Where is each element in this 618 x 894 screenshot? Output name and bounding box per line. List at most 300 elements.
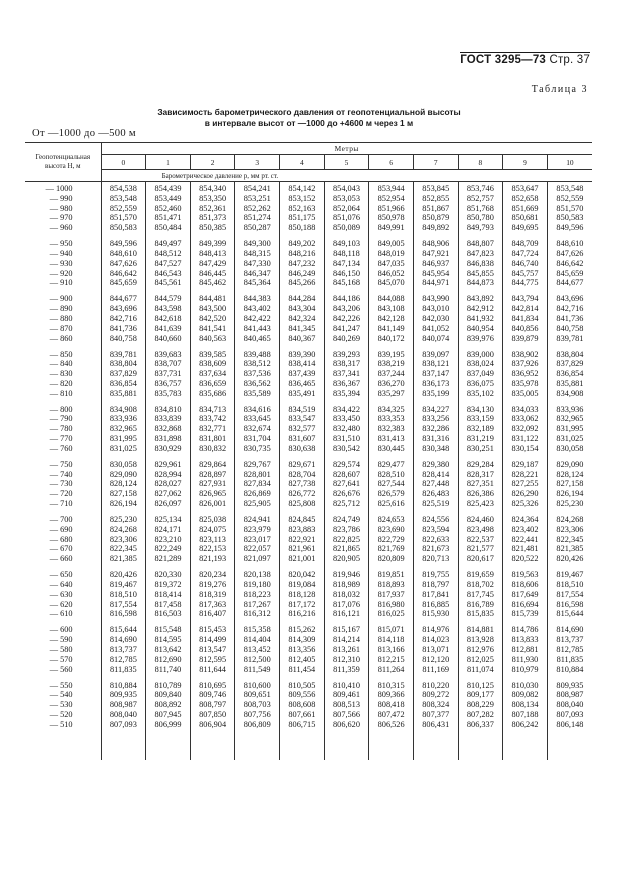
pressure-cell: 851,570 (547, 204, 592, 214)
pressure-cell: 831,025 (547, 434, 592, 444)
pressure-cell: 852,954 (369, 194, 414, 204)
pressure-cell: 849,497 (146, 239, 191, 249)
pressure-cell: 826,097 (146, 499, 191, 509)
pressure-cell: 835,199 (413, 389, 458, 399)
pressure-cell: 826,869 (235, 489, 280, 499)
pressure-cell: 850,583 (101, 223, 146, 233)
column-header-row (25, 155, 592, 170)
pressure-cell: 819,946 (324, 570, 369, 580)
pressure-cell: 819,851 (369, 570, 414, 580)
pressure-cell: 846,838 (458, 259, 503, 269)
altitude-cell: — 640 (49, 580, 73, 589)
pressure-cell: 830,154 (503, 444, 548, 454)
altitude-cell: — 990 (49, 193, 73, 203)
pressure-cell: 817,937 (369, 590, 414, 600)
pressure-cell: 827,062 (146, 489, 191, 499)
table-row (25, 194, 592, 204)
pressure-cell: 810,884 (547, 665, 592, 675)
altitude-cell: — 710 (49, 499, 73, 509)
pressure-cell: 820,809 (369, 554, 414, 564)
pressure-cell: 809,366 (369, 690, 414, 700)
pressure-cell: 843,010 (413, 304, 458, 314)
pressure-cell: 847,921 (413, 249, 458, 259)
table-row (25, 389, 592, 399)
pressure-cell: 848,610 (101, 249, 146, 259)
pressure-cell: 831,413 (369, 434, 414, 444)
standard-number: ГОСТ 3295—73 (460, 54, 547, 66)
pressure-cell: 837,829 (101, 369, 146, 379)
altitude-cell: — 510 (49, 719, 73, 729)
pressure-cell: 835,978 (503, 379, 548, 389)
pressure-cell: 850,385 (190, 223, 235, 233)
pressure-cell: 817,554 (547, 590, 592, 600)
pressure-cell: 847,823 (458, 249, 503, 259)
pressure-cell: 842,520 (190, 314, 235, 324)
pressure-cell: 836,465 (280, 379, 325, 389)
pressure-cell: 847,429 (190, 259, 235, 269)
pressure-cell: 813,833 (503, 635, 548, 645)
altitude-cell: — 810 (49, 388, 73, 398)
altitude-cell: — 590 (49, 635, 73, 645)
pressure-cell: 808,797 (190, 700, 235, 710)
pressure-cell: 806,148 (547, 720, 592, 730)
pressure-cell: 821,961 (280, 544, 325, 554)
pressure-cell: 820,234 (190, 570, 235, 580)
altitude-cell: — 720 (49, 489, 73, 499)
pressure-cell: 828,027 (146, 479, 191, 489)
pressure-cell: 822,921 (280, 535, 325, 545)
pressure-cell: 827,544 (369, 479, 414, 489)
pressure-cell: 826,579 (369, 489, 414, 499)
pressure-cell: 842,716 (101, 314, 146, 324)
table-row (25, 590, 592, 600)
table-row (25, 544, 592, 554)
pressure-cell: 852,855 (413, 194, 458, 204)
pressure-cell: 824,845 (280, 515, 325, 525)
pressure-cell: 815,071 (369, 625, 414, 635)
pressure-cell: 830,832 (190, 444, 235, 454)
pressure-cell: 849,991 (369, 223, 414, 233)
pressure-cell: 843,598 (146, 304, 191, 314)
column-header-1: 1 (146, 155, 191, 170)
pressure-cell: 806,431 (413, 720, 458, 730)
table-title-line-2: в интервале высот от —1000 до +4600 м через 1 м (204, 118, 414, 128)
pressure-cell: 813,261 (324, 645, 369, 655)
table-row (25, 239, 592, 249)
pressure-cell: 838,024 (458, 359, 503, 369)
pressure-cell: 827,158 (101, 489, 146, 499)
pressure-cell: 840,563 (190, 334, 235, 344)
pressure-cell: 828,897 (190, 470, 235, 480)
pressure-cell: 822,825 (324, 535, 369, 545)
pressure-cell: 820,042 (280, 570, 325, 580)
pressure-cell: 849,596 (101, 239, 146, 249)
pressure-cell: 846,642 (547, 259, 592, 269)
pressure-cell: 854,241 (235, 184, 280, 194)
pressure-cell: 819,563 (503, 570, 548, 580)
pressure-cell: 806,715 (280, 720, 325, 730)
pressure-cell: 810,600 (235, 681, 280, 691)
pressure-cell: 847,626 (101, 259, 146, 269)
pressure-cell: 823,306 (101, 535, 146, 545)
pressure-cell: 806,809 (235, 720, 280, 730)
pressure-cell: 825,905 (235, 499, 280, 509)
pressure-cell: 851,768 (458, 204, 503, 214)
pressure-cell: 849,103 (324, 239, 369, 249)
pressure-cell: 847,724 (503, 249, 548, 259)
pressure-cell: 851,076 (324, 213, 369, 223)
pressure-cell: 854,142 (280, 184, 325, 194)
pressure-cell: 827,738 (280, 479, 325, 489)
pressure-cell: 835,686 (190, 389, 235, 399)
pressure-cell: 847,527 (146, 259, 191, 269)
pressure-cell: 823,979 (235, 525, 280, 535)
pressure-cell: 829,671 (280, 460, 325, 470)
pressure-cell: 827,834 (235, 479, 280, 489)
pressure-cell: 832,092 (503, 424, 548, 434)
pressure-cell: 844,186 (324, 294, 369, 304)
pressure-cell: 836,854 (547, 369, 592, 379)
table-row (25, 570, 592, 580)
altitude-cell: — 840 (49, 359, 73, 369)
table-row (25, 710, 592, 720)
pressure-cell: 838,219 (369, 359, 414, 369)
pressure-cell: 817,458 (146, 600, 191, 610)
altitude-cell: — 890 (49, 304, 73, 314)
table-row (25, 304, 592, 314)
table-row (25, 690, 592, 700)
altitude-cell: — 860 (49, 333, 73, 343)
pressure-cell: 810,505 (280, 681, 325, 691)
pressure-cell: 810,884 (101, 681, 146, 691)
pressure-cell: 811,359 (324, 665, 369, 675)
pressure-cell: 816,885 (413, 600, 458, 610)
pressure-cell: 816,598 (101, 609, 146, 619)
pressure-cell: 833,936 (547, 405, 592, 415)
table-row (25, 609, 592, 619)
pressure-cell: 827,158 (547, 479, 592, 489)
pressure-cell: 851,175 (280, 213, 325, 223)
pressure-cell: 824,171 (146, 525, 191, 535)
pressure-cell: 847,626 (547, 249, 592, 259)
pressure-cell: 818,606 (503, 580, 548, 590)
table-row (25, 424, 592, 434)
pressure-cell: 852,163 (280, 204, 325, 214)
pressure-cell: 853,746 (458, 184, 503, 194)
pressure-cell: 834,519 (280, 405, 325, 415)
pressure-cell: 829,090 (547, 460, 592, 470)
pressure-cell: 848,512 (146, 249, 191, 259)
pressure-cell: 820,138 (235, 570, 280, 580)
pressure-cell: 823,883 (280, 525, 325, 535)
pressure-cell: 854,439 (146, 184, 191, 194)
table-row (25, 460, 592, 470)
table-row (25, 525, 592, 535)
pressure-cell: 834,227 (413, 405, 458, 415)
pressure-cell: 843,794 (503, 294, 548, 304)
pressure-cell: 826,676 (324, 489, 369, 499)
table-row (25, 278, 592, 288)
pressure-cell: 807,282 (458, 710, 503, 720)
pressure-cell: 808,040 (547, 700, 592, 710)
pressure-cell: 812,785 (547, 645, 592, 655)
table-row (25, 600, 592, 610)
pressure-cell: 822,153 (190, 544, 235, 554)
pressure-cell: 814,499 (190, 635, 235, 645)
pressure-cell: 848,118 (324, 249, 369, 259)
pressure-cell: 840,954 (458, 324, 503, 334)
pressure-cell: 831,219 (458, 434, 503, 444)
pressure-cell: 839,585 (190, 350, 235, 360)
pressure-cell: 815,644 (547, 609, 592, 619)
pressure-cell: 850,484 (146, 223, 191, 233)
pressure-cell: 854,340 (190, 184, 235, 194)
column-header-3: 3 (235, 155, 280, 170)
pressure-cell: 821,769 (369, 544, 414, 554)
pressure-cell: 825,519 (413, 499, 458, 509)
pressure-cell: 853,548 (547, 184, 592, 194)
altitude-cell: — 610 (49, 609, 73, 619)
pressure-cell: 814,309 (280, 635, 325, 645)
pressure-cell: 818,128 (280, 590, 325, 600)
pressure-cell: 825,423 (458, 499, 503, 509)
pressure-cell: 828,221 (503, 470, 548, 480)
table-row (25, 223, 592, 233)
pressure-cell: 835,394 (324, 389, 369, 399)
table-row (25, 350, 592, 360)
pressure-cell: 840,172 (369, 334, 414, 344)
pressure-cell: 835,491 (280, 389, 325, 399)
pressure-cell: 819,467 (547, 570, 592, 580)
pressure-cell: 851,373 (190, 213, 235, 223)
pressure-cell: 829,961 (146, 460, 191, 470)
pressure-cell: 821,577 (458, 544, 503, 554)
pressure-cell: 847,035 (369, 259, 414, 269)
pressure-cell: 841,443 (235, 324, 280, 334)
pressure-cell: 823,017 (235, 535, 280, 545)
pressure-cell: 835,783 (146, 389, 191, 399)
pressure-cell: 832,286 (413, 424, 458, 434)
pressure-cell: 837,634 (190, 369, 235, 379)
pressure-cell: 832,674 (235, 424, 280, 434)
pressure-cell: 818,989 (324, 580, 369, 590)
pressure-cell: 834,130 (458, 405, 503, 415)
pressure-cell: 845,364 (235, 278, 280, 288)
pressure-cell: 808,040 (101, 710, 146, 720)
pressure-cell: 852,559 (101, 204, 146, 214)
pressure-cell: 813,166 (369, 645, 414, 655)
pressure-cell: 845,168 (324, 278, 369, 288)
pressure-cell: 843,402 (235, 304, 280, 314)
column-header-6: 6 (369, 155, 414, 170)
pressure-cell: 829,187 (503, 460, 548, 470)
pressure-cell: 836,659 (190, 379, 235, 389)
pressure-cell: 809,651 (235, 690, 280, 700)
pressure-cell: 852,460 (146, 204, 191, 214)
pressure-cell: 824,556 (413, 515, 458, 525)
altitude-cell: — 910 (49, 278, 73, 288)
pressure-cell: 835,297 (369, 389, 414, 399)
pressure-cell: 853,944 (369, 184, 414, 194)
pressure-cell: 820,426 (547, 554, 592, 564)
pressure-cell: 851,471 (146, 213, 191, 223)
pressure-cell: 844,971 (413, 278, 458, 288)
altitude-cell: — 700 (49, 515, 73, 525)
pressure-cell: 824,653 (369, 515, 414, 525)
pressure-cell: 829,090 (101, 470, 146, 480)
pressure-cell: 806,526 (369, 720, 414, 730)
pressure-cell: 821,673 (413, 544, 458, 554)
altitude-cell: — 540 (49, 690, 73, 700)
pressure-cell: 831,122 (503, 434, 548, 444)
pressure-cell: 824,364 (503, 515, 548, 525)
pressure-cell: 839,976 (458, 334, 503, 344)
altitude-cell: — 940 (49, 248, 73, 258)
pressure-cell: 838,414 (280, 359, 325, 369)
pressure-cell: 821,193 (190, 554, 235, 564)
pressure-cell: 813,356 (280, 645, 325, 655)
column-header-10: 10 (547, 155, 592, 170)
pressure-cell: 809,746 (190, 690, 235, 700)
pressure-cell: 814,976 (413, 625, 458, 635)
pressure-cell: 812,595 (190, 655, 235, 665)
altitude-cell: — 530 (49, 700, 73, 710)
pressure-cell: 832,383 (369, 424, 414, 434)
pressure-cell: 842,912 (458, 304, 503, 314)
pressure-cell: 853,251 (235, 194, 280, 204)
pressure-cell: 840,660 (146, 334, 191, 344)
pressure-cell: 817,363 (190, 600, 235, 610)
pressure-cell: 824,941 (235, 515, 280, 525)
pressure-cell: 820,522 (503, 554, 548, 564)
altitude-cell: — 780 (49, 424, 73, 434)
pressure-cell: 844,677 (547, 278, 592, 288)
pressure-cell: 813,928 (458, 635, 503, 645)
pressure-cell: 823,594 (413, 525, 458, 535)
pressure-cell: 812,976 (458, 645, 503, 655)
pressure-cell: 828,414 (413, 470, 458, 480)
altitude-cell: — 930 (49, 258, 73, 268)
pressure-cell: 835,881 (547, 379, 592, 389)
pressure-cell: 810,220 (413, 681, 458, 691)
altitude-cell: — 550 (49, 680, 73, 690)
pressure-cell: 839,683 (146, 350, 191, 360)
pressure-cell: 822,057 (235, 544, 280, 554)
pressure-cell: 826,772 (280, 489, 325, 499)
pressure-cell: 811,549 (235, 665, 280, 675)
table-row (25, 720, 592, 730)
pressure-cell: 844,284 (280, 294, 325, 304)
table-row (25, 700, 592, 710)
pressure-cell: 820,905 (324, 554, 369, 564)
pressure-cell: 850,287 (235, 223, 280, 233)
pressure-cell: 811,835 (101, 665, 146, 675)
pressure-cell: 832,480 (324, 424, 369, 434)
pressure-cell: 843,500 (190, 304, 235, 314)
pressure-cell: 808,324 (413, 700, 458, 710)
pressure-cell: 822,537 (458, 535, 503, 545)
pressure-cell: 846,150 (324, 269, 369, 279)
pressure-cell: 842,422 (235, 314, 280, 324)
pressure-cell: 838,902 (503, 350, 548, 360)
pressure-cell: 827,931 (190, 479, 235, 489)
pressure-cell: 808,418 (369, 700, 414, 710)
pressure-cell: 836,075 (458, 379, 503, 389)
pressure-cell: 809,935 (101, 690, 146, 700)
pressure-cell: 838,121 (413, 359, 458, 369)
pressure-cell: 814,023 (413, 635, 458, 645)
pressure-cell: 817,076 (324, 600, 369, 610)
pressure-cell: 849,892 (413, 223, 458, 233)
pressure-cell: 837,926 (503, 359, 548, 369)
pressure-cell: 843,696 (101, 304, 146, 314)
table-row (25, 635, 592, 645)
pressure-cell: 819,659 (458, 570, 503, 580)
pressure-cell: 843,892 (458, 294, 503, 304)
pressure-cell: 848,709 (503, 239, 548, 249)
pressure-cell: 832,868 (146, 424, 191, 434)
pressure-cell: 841,149 (369, 324, 414, 334)
pressure-cell: 807,093 (101, 720, 146, 730)
pressure-cell: 849,399 (190, 239, 235, 249)
pressure-cell: 814,690 (547, 625, 592, 635)
pressure-cell: 812,405 (280, 655, 325, 665)
altitude-cell: — 520 (49, 709, 73, 719)
pressure-cell: 850,978 (369, 213, 414, 223)
pressure-cell: 828,801 (235, 470, 280, 480)
table-row (25, 294, 592, 304)
altitude-cell: — 970 (49, 213, 73, 223)
pressure-cell: 815,930 (413, 609, 458, 619)
altitude-cell: — 920 (49, 268, 73, 278)
pressure-cell: 843,304 (280, 304, 325, 314)
pressure-cell: 807,756 (235, 710, 280, 720)
pressure-cell: 822,249 (146, 544, 191, 554)
altitude-cell: — 760 (49, 443, 73, 453)
pressure-cell: 853,845 (413, 184, 458, 194)
altitude-cell: — 740 (49, 469, 73, 479)
pressure-cell: 822,633 (413, 535, 458, 545)
table-row (25, 515, 592, 525)
pressure-cell: 823,402 (503, 525, 548, 535)
pressure-cell: 832,189 (458, 424, 503, 434)
pressure-cell: 852,757 (458, 194, 503, 204)
pressure-cell: 849,300 (235, 239, 280, 249)
pressure-cell: 840,856 (503, 324, 548, 334)
altitude-cell: — 800 (49, 404, 73, 414)
pressure-cell: 826,965 (190, 489, 235, 499)
pressure-cell: 845,659 (547, 269, 592, 279)
pressure-cell: 826,194 (101, 499, 146, 509)
table-row (25, 379, 592, 389)
pressure-cell: 853,647 (503, 184, 548, 194)
pressure-cell: 809,461 (324, 690, 369, 700)
pressure-cell: 821,385 (547, 544, 592, 554)
pressure-cell: 837,731 (146, 369, 191, 379)
pressure-cell: 823,210 (146, 535, 191, 545)
pressure-cell: 816,503 (146, 609, 191, 619)
pressure-cell: 810,315 (369, 681, 414, 691)
pressure-cell: 845,659 (101, 278, 146, 288)
pressure-cell: 848,413 (190, 249, 235, 259)
altitude-cell: — 670 (49, 544, 73, 554)
pressure-cell: 853,449 (146, 194, 191, 204)
table-row (25, 259, 592, 269)
pressure-cell: 820,330 (146, 570, 191, 580)
pressure-cell: 843,696 (547, 294, 592, 304)
pressure-cell: 809,177 (458, 690, 503, 700)
pressure-cell: 841,639 (146, 324, 191, 334)
